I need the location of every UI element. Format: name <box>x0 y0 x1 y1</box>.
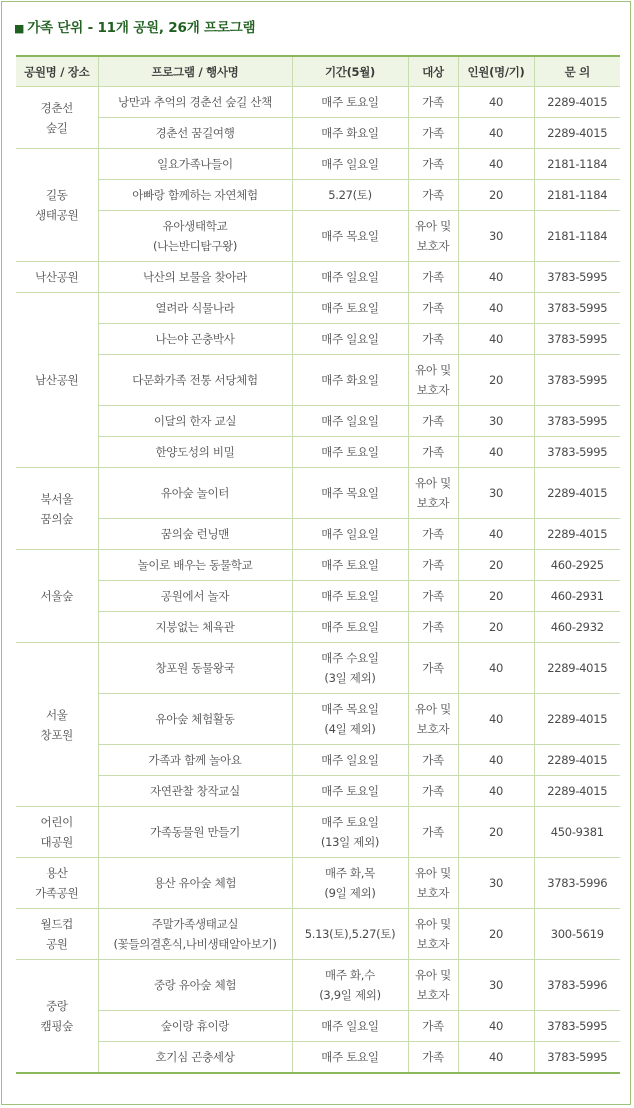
park-name-line: 월드컵 <box>40 917 73 931</box>
table-row <box>16 643 620 694</box>
park-name-cell <box>16 909 98 960</box>
park-name-line: 서울숲 <box>40 589 73 603</box>
period-line: 5.13(토),5.27(토) <box>304 927 396 941</box>
target-cell <box>408 643 458 694</box>
program-line: 가족과 함께 놀아요 <box>148 753 242 767</box>
park-name-line: 경춘선 <box>40 100 73 115</box>
table-row <box>16 909 620 960</box>
target-line: 가족 <box>422 270 444 284</box>
contact-cell: 3783-5995 <box>534 355 620 406</box>
program-cell <box>98 468 292 519</box>
period-line: 매주 화,목 <box>325 866 375 880</box>
park-name-line: 중랑 <box>45 999 68 1013</box>
program-line: 공원에서 놀자 <box>160 589 230 603</box>
table-row <box>16 118 620 149</box>
capacity-cell: 20 <box>458 909 534 960</box>
program-line: 주말가족생태교실 <box>151 917 239 931</box>
period-cell <box>292 437 408 468</box>
contact-cell: 2289-4015 <box>534 694 620 745</box>
target-cell <box>408 406 458 437</box>
period-line: 매주 일요일 <box>321 414 379 428</box>
period-line: (13일 제외) <box>320 835 380 849</box>
target-cell <box>408 293 458 324</box>
target-cell <box>408 550 458 581</box>
header-period: 기간(5월) <box>292 56 408 87</box>
period-cell <box>292 355 408 406</box>
table-row <box>16 180 620 211</box>
capacity-cell: 40 <box>458 149 534 180</box>
park-name-line: 가족공원 <box>35 886 79 900</box>
park-name-line: 창포원 <box>40 727 73 742</box>
square-bullet-icon: ■ <box>14 22 25 35</box>
target-line: 유아 및 <box>415 702 451 716</box>
program-cell <box>98 149 292 180</box>
table-row <box>16 1042 620 1074</box>
target-line: 유아 및 <box>415 219 451 233</box>
program-table <box>16 55 620 1074</box>
park-name-cell <box>16 87 98 149</box>
period-line: 매주 토요일 <box>321 301 379 315</box>
program-line: 낭만과 추억의 경춘선 숲길 산책 <box>118 95 272 109</box>
table-row <box>16 694 620 745</box>
target-line: 가족 <box>422 784 444 798</box>
table-row <box>16 519 620 550</box>
target-cell <box>408 118 458 149</box>
target-line: 가족 <box>422 1050 444 1064</box>
park-name-cell <box>16 807 98 858</box>
contact-cell: 460-2932 <box>534 612 620 643</box>
program-cell <box>98 643 292 694</box>
program-cell <box>98 293 292 324</box>
period-line: 매주 토요일 <box>321 558 379 572</box>
target-line: 가족 <box>422 157 444 171</box>
table-row <box>16 87 620 118</box>
target-cell <box>408 776 458 807</box>
program-cell <box>98 324 292 355</box>
period-line: 매주 일요일 <box>321 270 379 284</box>
program-line: 아빠랑 함께하는 자연체험 <box>132 188 258 202</box>
contact-cell: 450-9381 <box>534 807 620 858</box>
capacity-cell: 20 <box>458 581 534 612</box>
target-line: 가족 <box>422 126 444 140</box>
period-line: 매주 토요일 <box>321 815 379 829</box>
target-line: 보호자 <box>416 937 450 951</box>
program-line: 유아생태학교 <box>162 219 228 233</box>
target-line: 가족 <box>422 188 444 202</box>
capacity-cell: 40 <box>458 262 534 293</box>
program-cell <box>98 87 292 118</box>
target-line: 가족 <box>422 332 444 346</box>
period-line: 매주 화요일 <box>321 373 379 387</box>
program-cell <box>98 694 292 745</box>
program-cell <box>98 581 292 612</box>
target-line: 가족 <box>422 1019 444 1033</box>
period-cell <box>292 468 408 519</box>
capacity-cell: 40 <box>458 87 534 118</box>
contact-cell: 3783-5995 <box>534 1042 620 1074</box>
program-cell <box>98 406 292 437</box>
capacity-cell: 20 <box>458 355 534 406</box>
header-program: 프로그램 / 행사명 <box>98 56 292 87</box>
target-line: 가족 <box>422 825 444 839</box>
target-line: 유아 및 <box>415 917 451 931</box>
park-name-cell <box>16 858 98 909</box>
contact-cell: 3783-5995 <box>534 437 620 468</box>
program-line: 경춘선 꿈길여행 <box>155 126 235 140</box>
program-line: 이달의 한자 교실 <box>153 414 237 428</box>
contact-cell: 460-2925 <box>534 550 620 581</box>
park-name-line: 꿈의숲 <box>40 511 73 526</box>
table-row <box>16 960 620 1011</box>
park-name-cell <box>16 643 98 807</box>
target-line: 가족 <box>422 753 444 767</box>
park-name-line: 남산공원 <box>35 373 79 387</box>
contact-cell: 2289-4015 <box>534 468 620 519</box>
period-line: 매주 일요일 <box>321 1019 379 1033</box>
program-line: 꿈의숲 런닝맨 <box>160 527 230 541</box>
target-line: 가족 <box>422 445 444 459</box>
period-line: 매주 화,수 <box>325 968 375 982</box>
program-line: 지붕없는 체육관 <box>155 620 235 634</box>
target-cell <box>408 858 458 909</box>
program-cell <box>98 355 292 406</box>
period-cell <box>292 581 408 612</box>
park-name-line: 낙산공원 <box>35 270 79 284</box>
contact-cell: 300-5619 <box>534 909 620 960</box>
contact-cell: 2289-4015 <box>534 745 620 776</box>
table-row <box>16 550 620 581</box>
target-line: 가족 <box>422 661 444 675</box>
park-name-cell <box>16 550 98 643</box>
target-cell <box>408 87 458 118</box>
section-title: 가족 단위 - 11개 공원, 26개 프로그램 <box>27 20 256 36</box>
period-line: 매주 수요일 <box>321 651 379 665</box>
capacity-cell: 30 <box>458 858 534 909</box>
target-line: 보호자 <box>416 886 450 900</box>
contact-cell: 2181-1184 <box>534 180 620 211</box>
contact-cell: 460-2931 <box>534 581 620 612</box>
program-line: (꽃들의결혼식,나비생태알아보기) <box>113 937 277 951</box>
table-row <box>16 262 620 293</box>
header-contact: 문 의 <box>534 56 620 87</box>
period-line: 매주 일요일 <box>321 157 379 171</box>
target-cell <box>408 581 458 612</box>
contact-cell: 2289-4015 <box>534 643 620 694</box>
period-line: 매주 토요일 <box>321 445 379 459</box>
period-cell <box>292 612 408 643</box>
contact-cell: 3783-5996 <box>534 858 620 909</box>
program-line: 나는야 곤충박사 <box>155 332 235 346</box>
period-cell <box>292 180 408 211</box>
table-header-row <box>16 56 620 87</box>
target-cell <box>408 612 458 643</box>
program-cell <box>98 1042 292 1074</box>
program-cell <box>98 745 292 776</box>
program-line: 자연관찰 창작교실 <box>150 784 240 798</box>
target-cell <box>408 180 458 211</box>
period-cell <box>292 745 408 776</box>
table-row <box>16 355 620 406</box>
program-cell <box>98 909 292 960</box>
target-line: 유아 및 <box>415 866 451 880</box>
target-cell <box>408 211 458 262</box>
contact-cell: 3783-5995 <box>534 262 620 293</box>
target-line: 보호자 <box>416 239 450 253</box>
period-cell <box>292 807 408 858</box>
program-cell <box>98 776 292 807</box>
header-capacity: 인원(명/기) <box>458 56 534 87</box>
table-row <box>16 324 620 355</box>
capacity-cell: 20 <box>458 612 534 643</box>
capacity-cell: 40 <box>458 745 534 776</box>
table-row <box>16 437 620 468</box>
capacity-cell: 20 <box>458 180 534 211</box>
period-line: (4일 제외) <box>324 722 376 736</box>
capacity-cell: 40 <box>458 519 534 550</box>
period-line: 매주 목요일 <box>321 229 379 243</box>
period-line: 매주 일요일 <box>321 332 379 346</box>
table-body <box>16 87 620 1074</box>
period-cell <box>292 262 408 293</box>
target-cell <box>408 262 458 293</box>
target-line: 보호자 <box>416 496 450 510</box>
period-line: (3일 제외) <box>324 671 376 685</box>
target-line: 보호자 <box>416 722 450 736</box>
program-line: 중랑 유아숲 체험 <box>153 978 237 992</box>
period-cell <box>292 643 408 694</box>
capacity-cell: 20 <box>458 550 534 581</box>
program-cell <box>98 519 292 550</box>
target-cell <box>408 909 458 960</box>
period-cell <box>292 519 408 550</box>
capacity-cell: 40 <box>458 776 534 807</box>
period-cell <box>292 87 408 118</box>
contact-cell: 2181-1184 <box>534 149 620 180</box>
program-line: 숲이랑 휴이랑 <box>160 1019 230 1033</box>
table-row <box>16 776 620 807</box>
period-cell <box>292 211 408 262</box>
table-row <box>16 468 620 519</box>
period-line: 매주 토요일 <box>321 784 379 798</box>
period-cell <box>292 776 408 807</box>
park-name-line: 용산 <box>45 866 68 880</box>
program-line: 열려라 식물나라 <box>155 301 235 315</box>
park-name-line: 길동 <box>45 188 68 202</box>
table-row <box>16 293 620 324</box>
program-cell <box>98 1011 292 1042</box>
target-cell <box>408 694 458 745</box>
capacity-cell: 40 <box>458 118 534 149</box>
park-name-cell <box>16 262 98 293</box>
period-line: 매주 일요일 <box>321 527 379 541</box>
program-cell <box>98 612 292 643</box>
target-line: 가족 <box>422 414 444 428</box>
period-line: 매주 토요일 <box>321 589 379 603</box>
capacity-cell: 40 <box>458 1011 534 1042</box>
park-name-cell <box>16 293 98 468</box>
capacity-cell: 40 <box>458 324 534 355</box>
capacity-cell: 30 <box>458 211 534 262</box>
program-cell <box>98 960 292 1011</box>
capacity-cell: 40 <box>458 643 534 694</box>
target-cell <box>408 1011 458 1042</box>
capacity-cell: 20 <box>458 807 534 858</box>
target-line: 보호자 <box>416 988 450 1002</box>
program-cell <box>98 437 292 468</box>
program-cell <box>98 807 292 858</box>
capacity-cell: 30 <box>458 468 534 519</box>
period-cell <box>292 550 408 581</box>
table-row <box>16 1011 620 1042</box>
program-line: 놀이로 배우는 동물학교 <box>137 558 253 572</box>
target-cell <box>408 324 458 355</box>
program-cell <box>98 180 292 211</box>
period-cell <box>292 1042 408 1074</box>
program-cell <box>98 262 292 293</box>
period-cell <box>292 960 408 1011</box>
period-line: 매주 토요일 <box>321 95 379 109</box>
table-row <box>16 149 620 180</box>
program-line: 낙산의 보물을 찾아라 <box>143 270 247 284</box>
header-target: 대상 <box>408 56 458 87</box>
program-line: 다문화가족 전통 서당체험 <box>132 373 258 387</box>
target-cell <box>408 519 458 550</box>
contact-cell: 2181-1184 <box>534 211 620 262</box>
target-cell <box>408 468 458 519</box>
park-name-cell <box>16 468 98 550</box>
target-cell <box>408 149 458 180</box>
target-cell <box>408 960 458 1011</box>
program-line: (나는반디탐구왕) <box>152 239 238 253</box>
target-line: 유아 및 <box>415 968 451 982</box>
park-name-line: 숲길 <box>45 120 68 135</box>
program-line: 유아숲 체험활동 <box>155 712 235 726</box>
target-line: 보호자 <box>416 383 450 397</box>
contact-cell: 2289-4015 <box>534 776 620 807</box>
program-line: 한양도성의 비밀 <box>155 445 235 459</box>
target-cell <box>408 807 458 858</box>
period-cell <box>292 858 408 909</box>
period-line: 매주 일요일 <box>321 753 379 767</box>
capacity-cell: 40 <box>458 293 534 324</box>
period-line: 매주 목요일 <box>321 486 379 500</box>
capacity-cell: 40 <box>458 694 534 745</box>
target-line: 가족 <box>422 558 444 572</box>
table-row <box>16 211 620 262</box>
header-park: 공원명 / 장소 <box>16 56 98 87</box>
capacity-cell: 30 <box>458 960 534 1011</box>
period-cell <box>292 1011 408 1042</box>
program-cell <box>98 550 292 581</box>
target-cell <box>408 437 458 468</box>
target-line: 가족 <box>422 589 444 603</box>
period-line: 5.27(토) <box>328 188 372 202</box>
capacity-cell: 30 <box>458 406 534 437</box>
program-cell <box>98 118 292 149</box>
contact-cell: 2289-4015 <box>534 87 620 118</box>
target-line: 가족 <box>422 95 444 109</box>
park-name-line: 북서울 <box>40 491 73 506</box>
program-line: 호기심 곤충세상 <box>155 1050 235 1064</box>
park-name-line: 어린이 <box>40 815 73 829</box>
program-cell <box>98 211 292 262</box>
program-line: 가족동물원 만들기 <box>150 825 240 839</box>
period-line: (9일 제외) <box>324 886 376 900</box>
capacity-cell: 40 <box>458 1042 534 1074</box>
period-line: 매주 목요일 <box>321 702 379 716</box>
table-row <box>16 581 620 612</box>
contact-cell: 2289-4015 <box>534 519 620 550</box>
period-cell <box>292 406 408 437</box>
period-cell <box>292 293 408 324</box>
contact-cell: 3783-5995 <box>534 1011 620 1042</box>
table-row <box>16 406 620 437</box>
period-line: 매주 화요일 <box>321 126 379 140</box>
section-heading <box>14 16 255 36</box>
target-line: 유아 및 <box>415 476 451 490</box>
park-name-line: 서울 <box>45 707 68 722</box>
target-line: 유아 및 <box>415 363 451 377</box>
period-cell <box>292 324 408 355</box>
target-line: 가족 <box>422 620 444 634</box>
park-name-cell <box>16 960 98 1074</box>
contact-cell: 3783-5995 <box>534 324 620 355</box>
program-line: 일요가족나들이 <box>157 157 233 171</box>
table-row <box>16 858 620 909</box>
park-name-line: 대공원 <box>40 835 73 849</box>
contact-cell: 3783-5996 <box>534 960 620 1011</box>
target-line: 가족 <box>422 301 444 315</box>
contact-cell: 2289-4015 <box>534 118 620 149</box>
contact-cell: 3783-5995 <box>534 406 620 437</box>
period-line: 매주 토요일 <box>321 620 379 634</box>
table-row <box>16 807 620 858</box>
capacity-cell: 40 <box>458 437 534 468</box>
park-name-cell <box>16 149 98 262</box>
period-line: (3,9일 제외) <box>319 988 381 1002</box>
park-name-line: 생태공원 <box>35 208 79 222</box>
period-cell <box>292 694 408 745</box>
period-cell <box>292 149 408 180</box>
target-cell <box>408 1042 458 1074</box>
program-line: 유아숲 놀이터 <box>160 486 230 500</box>
target-cell <box>408 745 458 776</box>
park-name-line: 캠핑숲 <box>40 1019 73 1033</box>
table-row <box>16 612 620 643</box>
period-line: 매주 토요일 <box>321 1050 379 1064</box>
table-row <box>16 745 620 776</box>
program-cell <box>98 858 292 909</box>
program-line: 창포원 동물왕국 <box>155 661 235 675</box>
period-cell <box>292 118 408 149</box>
target-cell <box>408 355 458 406</box>
park-name-line: 공원 <box>45 937 68 951</box>
program-line: 용산 유아숲 체험 <box>153 876 237 890</box>
contact-cell: 3783-5995 <box>534 293 620 324</box>
period-cell <box>292 909 408 960</box>
target-line: 가족 <box>422 527 444 541</box>
